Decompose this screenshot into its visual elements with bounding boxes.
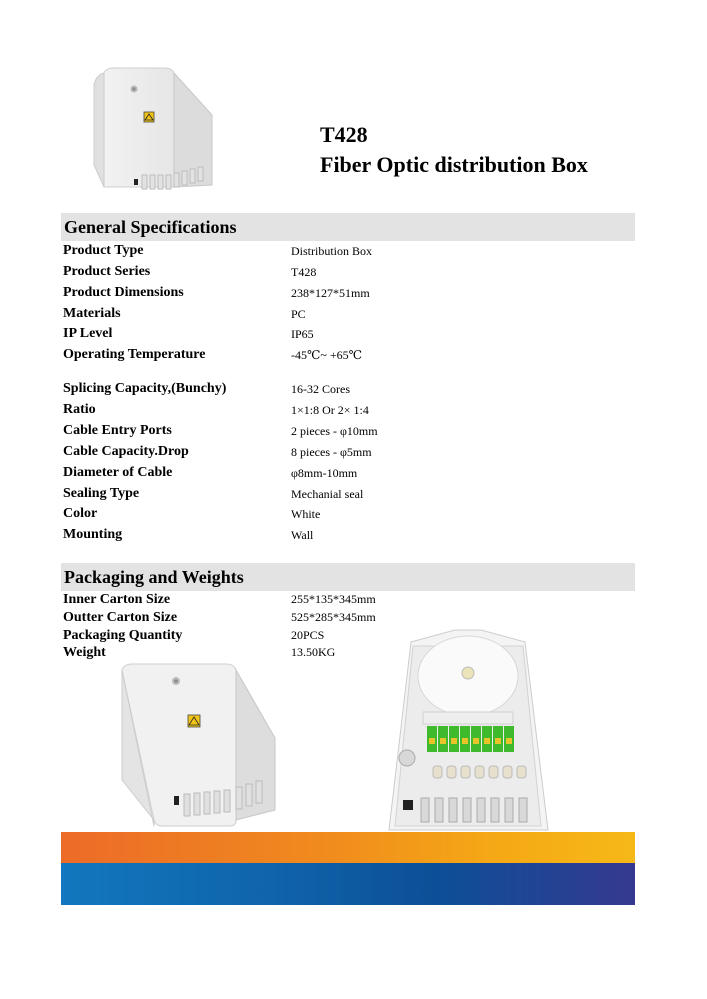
- spec-label: Materials: [63, 306, 121, 321]
- spec-value: White: [291, 507, 321, 521]
- spec-value: T428: [291, 265, 317, 279]
- packaging-label: Weight: [63, 645, 106, 660]
- spec-row: [63, 505, 633, 525]
- spec-value: 8 pieces - φ5mm: [291, 445, 372, 459]
- packaging-label: Outter Carton Size: [63, 610, 178, 625]
- section-heading: General Specifications: [64, 217, 237, 237]
- spec-row: [63, 242, 633, 262]
- spec-value: Mechanial seal: [291, 487, 364, 501]
- packaging-value: 525*285*345mm: [291, 610, 376, 624]
- spec-row: [63, 325, 633, 345]
- spec-label: Sealing Type: [63, 486, 140, 501]
- spec-label: IP Level: [63, 326, 113, 341]
- packaging-value: 255*135*345mm: [291, 592, 376, 606]
- spec-row: [63, 526, 633, 546]
- general-specifications-header: [61, 213, 635, 241]
- spec-value: φ8mm-10mm: [291, 466, 358, 480]
- spec-label: Diameter of Cable: [63, 465, 173, 480]
- footer-banner-blue: [61, 863, 635, 905]
- spec-value: Wall: [291, 528, 314, 542]
- product-photo-closed-box: [86, 65, 221, 215]
- spec-value: 1×1:8 Or 2× 1:4: [291, 403, 369, 417]
- spec-label: Ratio: [63, 402, 96, 417]
- spec-value: 2 pieces - φ10mm: [291, 424, 378, 438]
- product-photo-open-box: [383, 628, 553, 832]
- packaging-label: Packaging Quantity: [63, 628, 183, 643]
- section-heading: Packaging and Weights: [64, 567, 244, 587]
- packaging-value: 20PCS: [291, 628, 325, 642]
- packaging-row: [63, 591, 633, 609]
- spec-value: IP65: [291, 327, 314, 341]
- spec-value: Distribution Box: [291, 244, 373, 258]
- spec-row: [63, 305, 633, 325]
- spec-value: 238*127*51mm: [291, 286, 370, 300]
- spec-row: [63, 485, 633, 505]
- spec-row: [63, 422, 633, 442]
- spec-row: [63, 464, 633, 484]
- spec-row: [63, 443, 633, 463]
- spec-value: PC: [291, 307, 306, 321]
- spec-label: Product Type: [63, 243, 144, 258]
- spec-row: [63, 346, 633, 366]
- title-block: [320, 120, 588, 180]
- footer-banner-orange: [61, 832, 635, 863]
- spec-label: Product Series: [63, 264, 151, 279]
- product-photo-closed-box-large: [110, 660, 285, 835]
- spec-row: [63, 401, 633, 421]
- spec-value: -45℃~ +65℃: [291, 348, 363, 362]
- spec-label: Mounting: [63, 527, 123, 542]
- spec-row: [63, 380, 633, 400]
- product-model: T428: [320, 122, 368, 147]
- spec-label: Cable Entry Ports: [63, 423, 172, 438]
- spec-label: Operating Temperature: [63, 347, 206, 362]
- spec-label: Color: [63, 506, 98, 521]
- packaging-row: [63, 609, 633, 627]
- spec-row: [63, 284, 633, 304]
- packaging-label: Inner Carton Size: [63, 592, 171, 607]
- packaging-weights-header: [61, 563, 635, 591]
- spec-value: 16-32 Cores: [291, 382, 350, 396]
- product-name: Fiber Optic distribution Box: [320, 152, 588, 177]
- spec-label: Splicing Capacity,(Bunchy): [63, 381, 227, 396]
- spec-label: Product Dimensions: [63, 285, 184, 300]
- packaging-value: 13.50KG: [291, 645, 336, 659]
- spec-row: [63, 263, 633, 283]
- spec-label: Cable Capacity.Drop: [63, 444, 189, 459]
